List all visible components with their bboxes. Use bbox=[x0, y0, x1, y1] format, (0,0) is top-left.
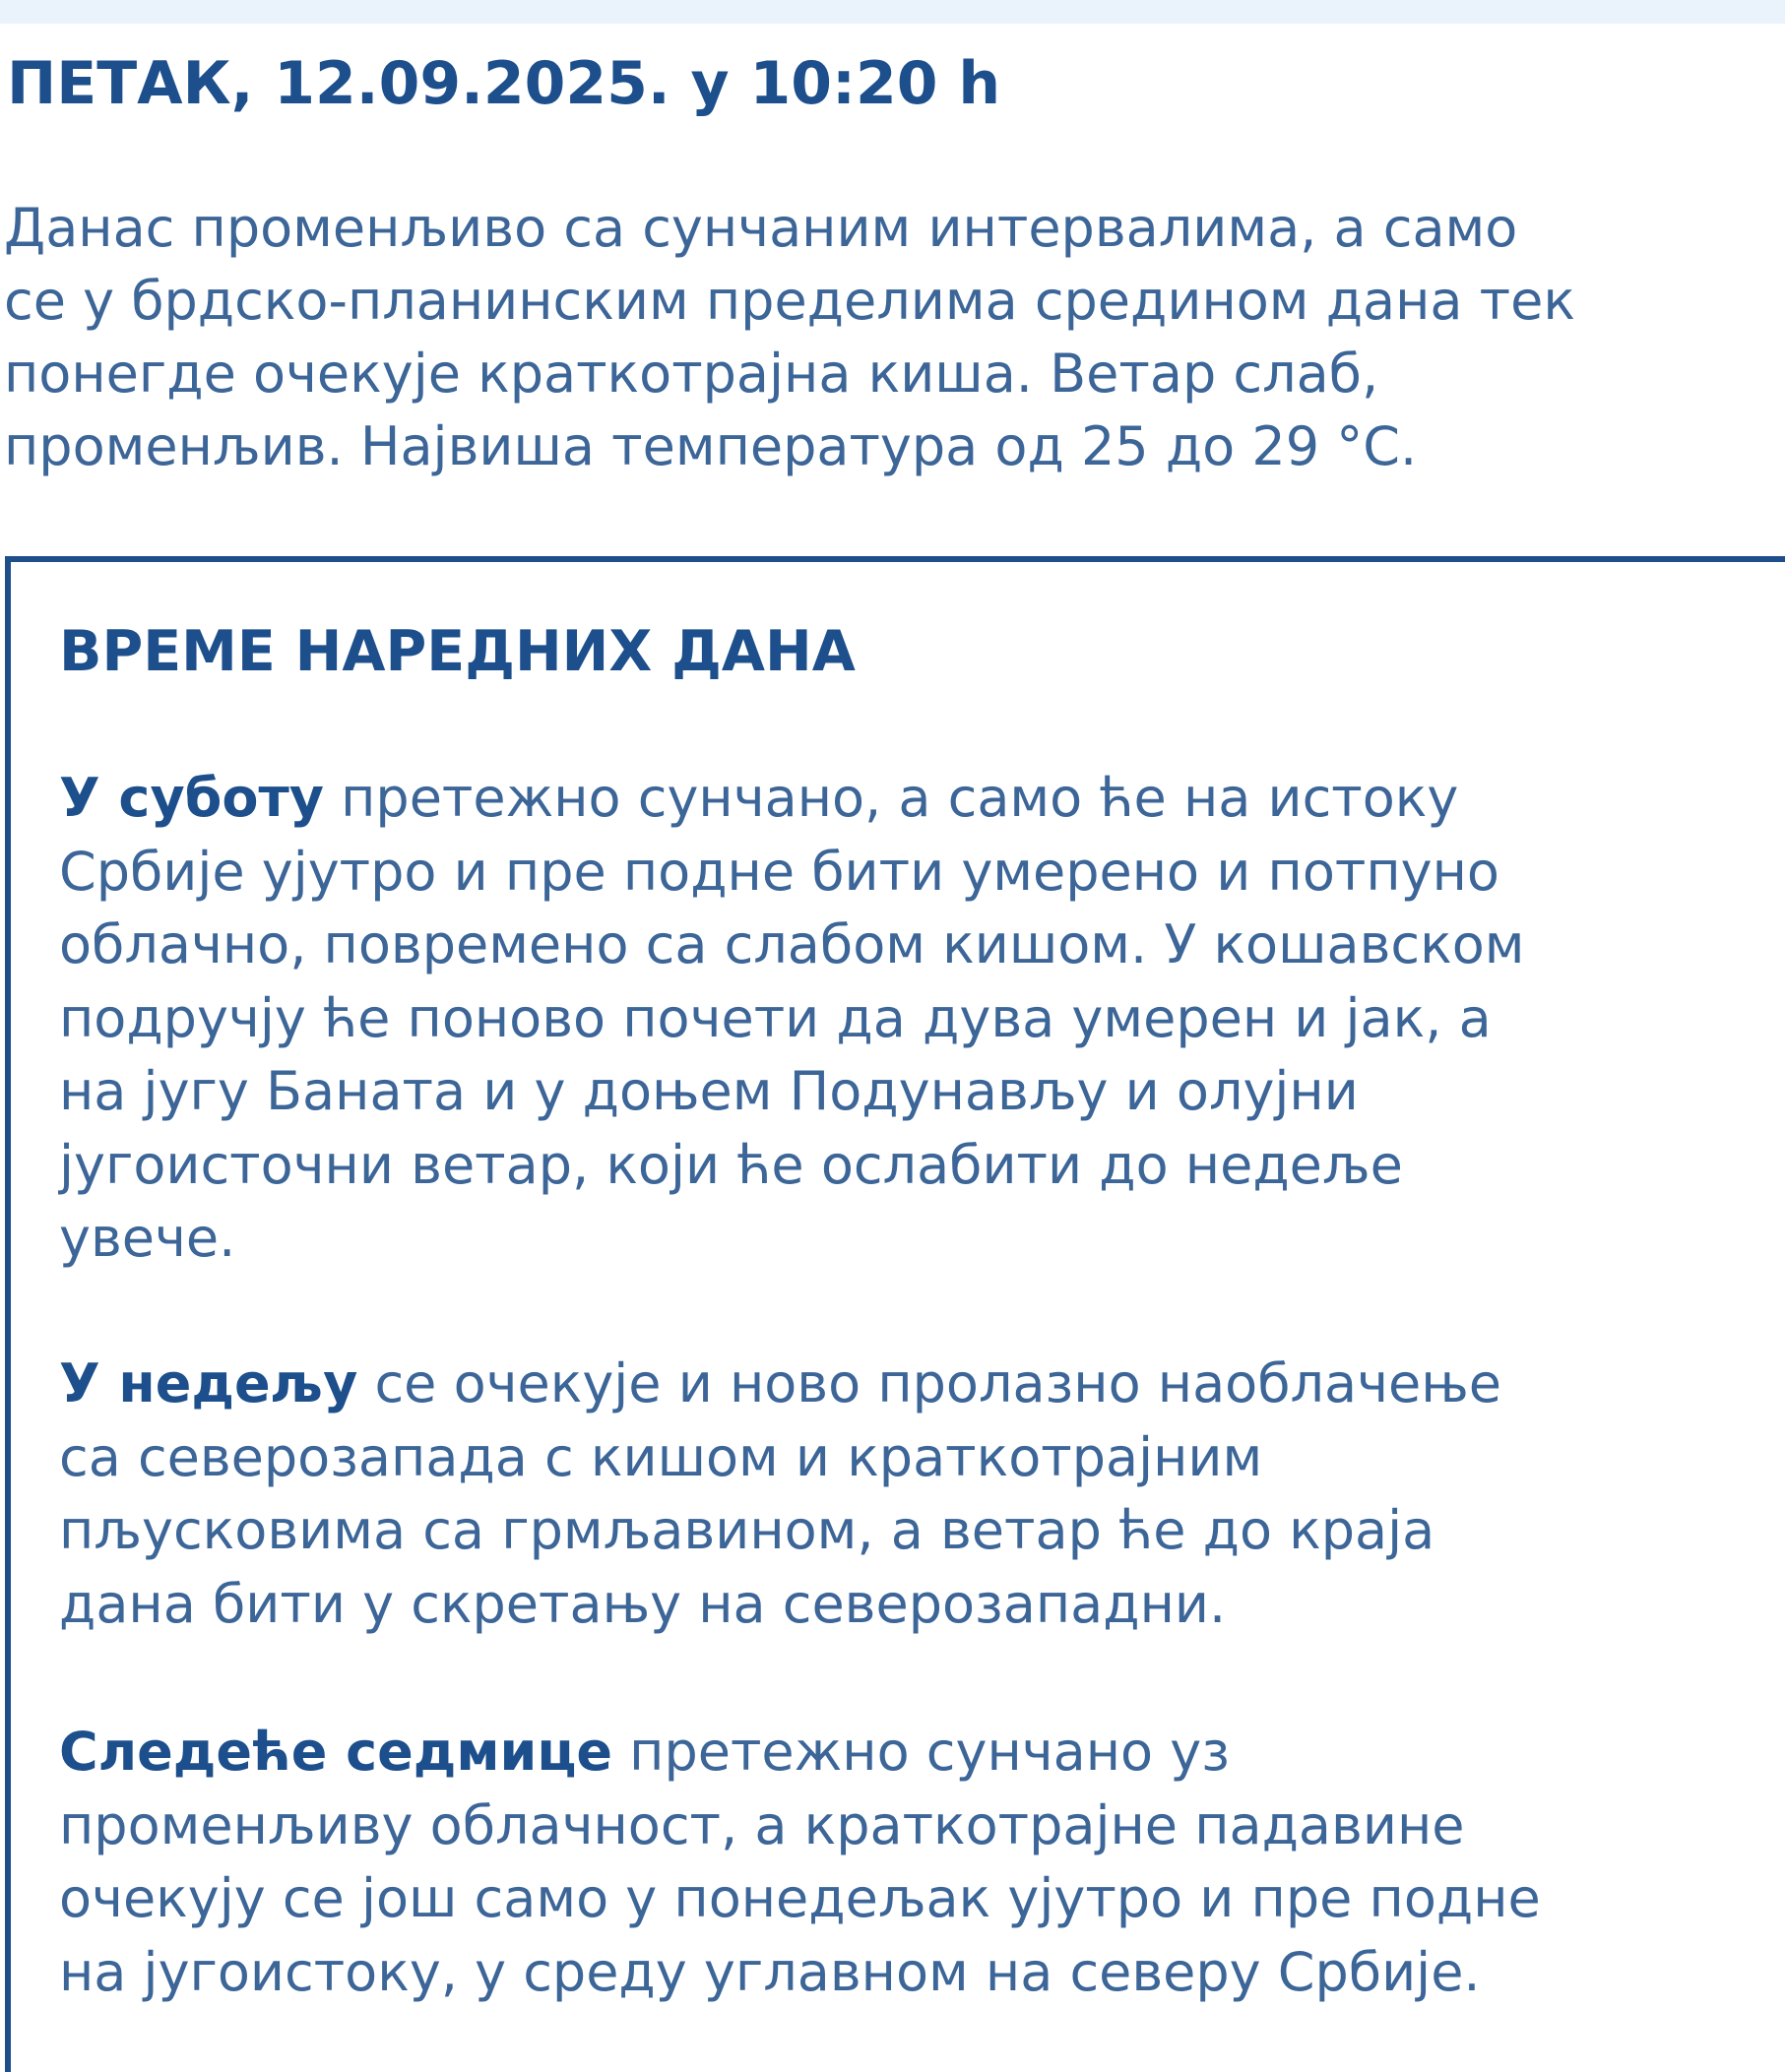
next-days-panel bbox=[5, 556, 1785, 2072]
saturday-line: Србије ујутро и пре подне бити умерено и потпуно bbox=[59, 840, 1499, 903]
next-week-first-text: претежно сунчано уз bbox=[612, 1721, 1230, 1783]
next-week-line: на југоистоку, у среду углавном на северу Србије. bbox=[59, 1940, 1481, 2003]
next-week-line: променљиву облачност, а краткотрајне падавине bbox=[59, 1793, 1465, 1856]
next-week-line: очекују се још само у понедељак ујутро и пре подне bbox=[59, 1867, 1541, 1929]
sunday-first-text: се очекује и ново пролазно наоблачење bbox=[357, 1352, 1501, 1414]
saturday-first-text: претежно сунчано, а само ће на истоку bbox=[323, 767, 1459, 829]
sunday-label: У недељу bbox=[59, 1352, 358, 1414]
today-line: понегде очекује краткотрајна киша. Ветар слаб, bbox=[4, 343, 1379, 405]
forecast-datetime: ПЕТАК, 12.09.2025. у 10:20 h bbox=[7, 49, 1001, 118]
next-days-title: ВРЕМЕ НАРЕДНИХ ДАНА bbox=[59, 619, 856, 684]
sunday-first-line bbox=[59, 1348, 1501, 1421]
sunday-line: пљусковима са грмљавином, а ветар ће до краја bbox=[59, 1499, 1435, 1561]
top-strip bbox=[0, 0, 1785, 24]
saturday-line: југоисточни ветар, који ће ослабити до недеље bbox=[59, 1133, 1403, 1196]
saturday-line: на југу Баната и у доњем Подунављу и олујни bbox=[59, 1060, 1359, 1122]
today-line: Данас променљиво са сунчаним интервалима, а само bbox=[4, 197, 1518, 259]
today-line: се у брдско-планинским пределима средином дана тек bbox=[4, 270, 1575, 332]
saturday-line: увече. bbox=[59, 1207, 236, 1269]
saturday-line: облачно, повремено са слабом кишом. У кошавском bbox=[59, 913, 1525, 975]
sunday-line: дана бити у скретању на северозападни. bbox=[59, 1572, 1227, 1635]
saturday-first-line bbox=[59, 762, 1525, 836]
today-forecast bbox=[4, 192, 1785, 483]
next-week-forecast bbox=[59, 1716, 1541, 2009]
saturday-line: подручју ће поново почети да дува умерен и јак, а bbox=[59, 986, 1492, 1049]
sunday-forecast bbox=[59, 1348, 1501, 1641]
today-line: променљив. Највиша температура од 25 до 29 °C. bbox=[4, 415, 1418, 477]
saturday-label: У суботу bbox=[59, 767, 324, 829]
next-week-first-line bbox=[59, 1716, 1541, 1789]
sunday-line: са северозапада с кишом и краткотрајним bbox=[59, 1425, 1263, 1488]
saturday-forecast bbox=[59, 762, 1525, 1276]
next-week-label: Следеће седмице bbox=[59, 1721, 612, 1783]
